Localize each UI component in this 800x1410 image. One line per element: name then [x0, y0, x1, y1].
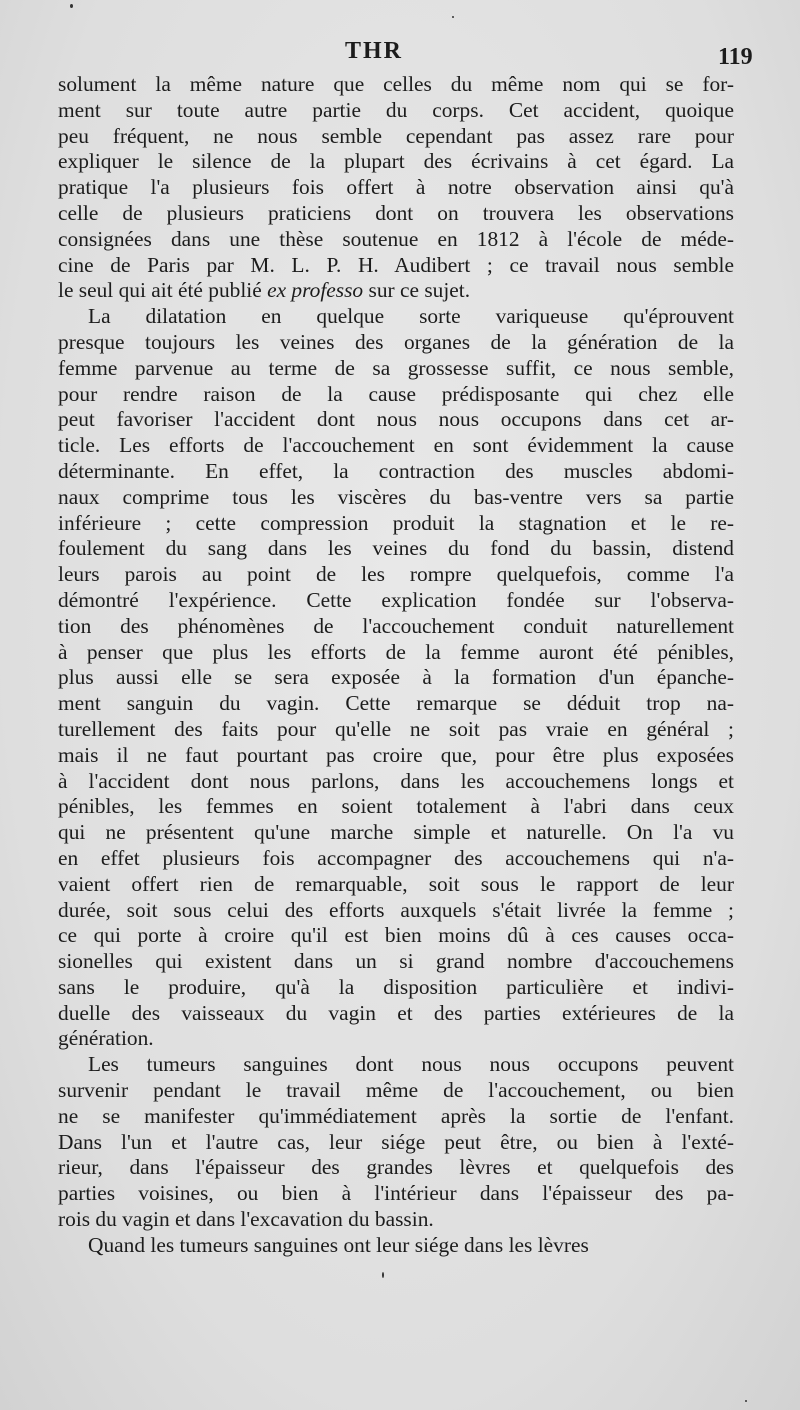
paragraph	[58, 1233, 734, 1259]
text-line: qui ne présentent qu'une marche simple et naturelle. On l'a vu	[58, 820, 734, 845]
text-line: duelle des vaisseaux du vagin et des parties extérieures de la	[58, 1000, 734, 1025]
text-line: peut favoriser l'accident dont nous nous occupons dans cet ar-	[58, 407, 734, 432]
italic-phrase: ex professo	[267, 278, 364, 303]
text-line: parties voisines, ou bien à l'intérieur dans l'épaisseur des pa-	[58, 1181, 734, 1206]
text-line: ticle. Les efforts de l'accouchement en sont évidemment la cause	[58, 433, 734, 458]
text-line: tion des phénomènes de l'accouchement conduit naturellement	[58, 613, 734, 638]
text-line: foulement du sang dans les veines du fond du bassin, distend	[58, 536, 734, 561]
text-line: ment sur toute autre partie du corps. Cet accident, quoique	[58, 97, 734, 122]
page-header	[0, 34, 800, 74]
text-line: leurs parois au point de les rompre quelquefois, comme l'a	[58, 562, 734, 587]
text-line: ment sanguin du vagin. Cette remarque se déduit trop na-	[58, 691, 734, 716]
text-line: turellement des faits pour qu'elle ne soit pas vraie en général ;	[58, 716, 734, 741]
ink-speck	[452, 16, 454, 18]
text-line: solument la même nature que celles du même nom qui se for-	[58, 72, 734, 96]
ink-speck	[745, 1400, 747, 1402]
text-line: femme parvenue au terme de sa grossesse suffit, ce nous semble,	[58, 355, 734, 380]
text-line: rois du vagin et dans l'excavation du bassin.	[58, 1207, 434, 1232]
body-text	[58, 72, 734, 1259]
text-line: pour rendre raison de la cause prédisposante qui chez elle	[58, 381, 734, 406]
text-line: déterminante. En effet, la contraction des muscles abdomi-	[58, 458, 734, 483]
text-line: peu fréquent, ne nous semble cependant pas assez rare pour	[58, 123, 734, 148]
text-line: à l'accident dont nous parlons, dans les accouchemens longs et	[58, 768, 734, 793]
running-title: THR	[345, 38, 404, 64]
text-line: mais il ne faut pourtant pas croire que, pour être plus exposées	[58, 742, 734, 767]
text-line: presque toujours les veines des organes de la génération de la	[58, 329, 734, 354]
page-number: 119	[718, 44, 753, 70]
text-line: Les tumeurs sanguines dont nous nous occupons peuvent	[88, 1052, 734, 1077]
text-line: consignées dans une thèse soutenue en 1812 à l'école de méde-	[58, 226, 734, 251]
ink-speck	[382, 1272, 384, 1278]
text-line: naux comprime tous les viscères du bas-ventre vers sa partie	[58, 484, 734, 509]
text-line: ce qui porte à croire qu'il est bien moins dû à ces causes occa-	[58, 923, 734, 948]
text-line: La dilatation en quelque sorte variqueuse qu'éprouvent	[88, 304, 734, 329]
text-line: démontré l'expérience. Cette explication fondée sur l'observa-	[58, 587, 734, 612]
text-line: rieur, dans l'épaisseur des grandes lèvres et quelquefois des	[58, 1155, 734, 1180]
text-line: plus aussi elle se sera exposée à la formation d'un épanche-	[58, 665, 734, 690]
text-line: survenir pendant le travail même de l'accouchement, ou bien	[58, 1078, 734, 1103]
text-line: le seul qui ait été publié ex professo sur ce sujet.	[58, 278, 471, 303]
paragraph	[58, 1052, 734, 1233]
text-line: génération.	[58, 1026, 154, 1051]
text-line: Dans l'un et l'autre cas, leur siége peut être, ou bien à l'exté-	[58, 1129, 734, 1154]
text-line: à penser que plus les efforts de la femme auront été pénibles,	[58, 639, 734, 664]
text-line: Quand les tumeurs sanguines ont leur siége dans les lèvres	[88, 1232, 589, 1257]
text-line: pratique l'a plusieurs fois offert à notre observation ainsi qu'à	[58, 175, 734, 200]
text-line: celle de plusieurs praticiens dont on trouvera les observations	[58, 200, 734, 225]
text-line: en effet plusieurs fois accompagner des accouchemens qui n'a-	[58, 845, 734, 870]
text-line: cine de Paris par M. L. P. H. Audibert ; ce travail nous semble	[58, 252, 734, 277]
text-line: ne se manifester qu'immédiatement après la sortie de l'enfant.	[58, 1103, 734, 1128]
paragraph	[58, 72, 734, 304]
text-line: durée, soit sous celui des efforts auxquels s'était livrée la femme ;	[58, 897, 734, 922]
text-line: expliquer le silence de la plupart des écrivains à cet égard. La	[58, 149, 734, 174]
text-line: pénibles, les femmes en soient totalement à l'abri dans ceux	[58, 794, 734, 819]
text-line: inférieure ; cette compression produit la stagnation et le re-	[58, 510, 734, 535]
text-line: vaient offert rien de remarquable, soit sous le rapport de leur	[58, 871, 734, 896]
text-line: sionelles qui existent dans un si grand nombre d'accouchemens	[58, 949, 734, 974]
text-line: sans le produire, qu'à la disposition particulière et indivi-	[58, 974, 734, 999]
paragraph	[58, 304, 734, 1052]
ink-speck	[70, 4, 73, 8]
